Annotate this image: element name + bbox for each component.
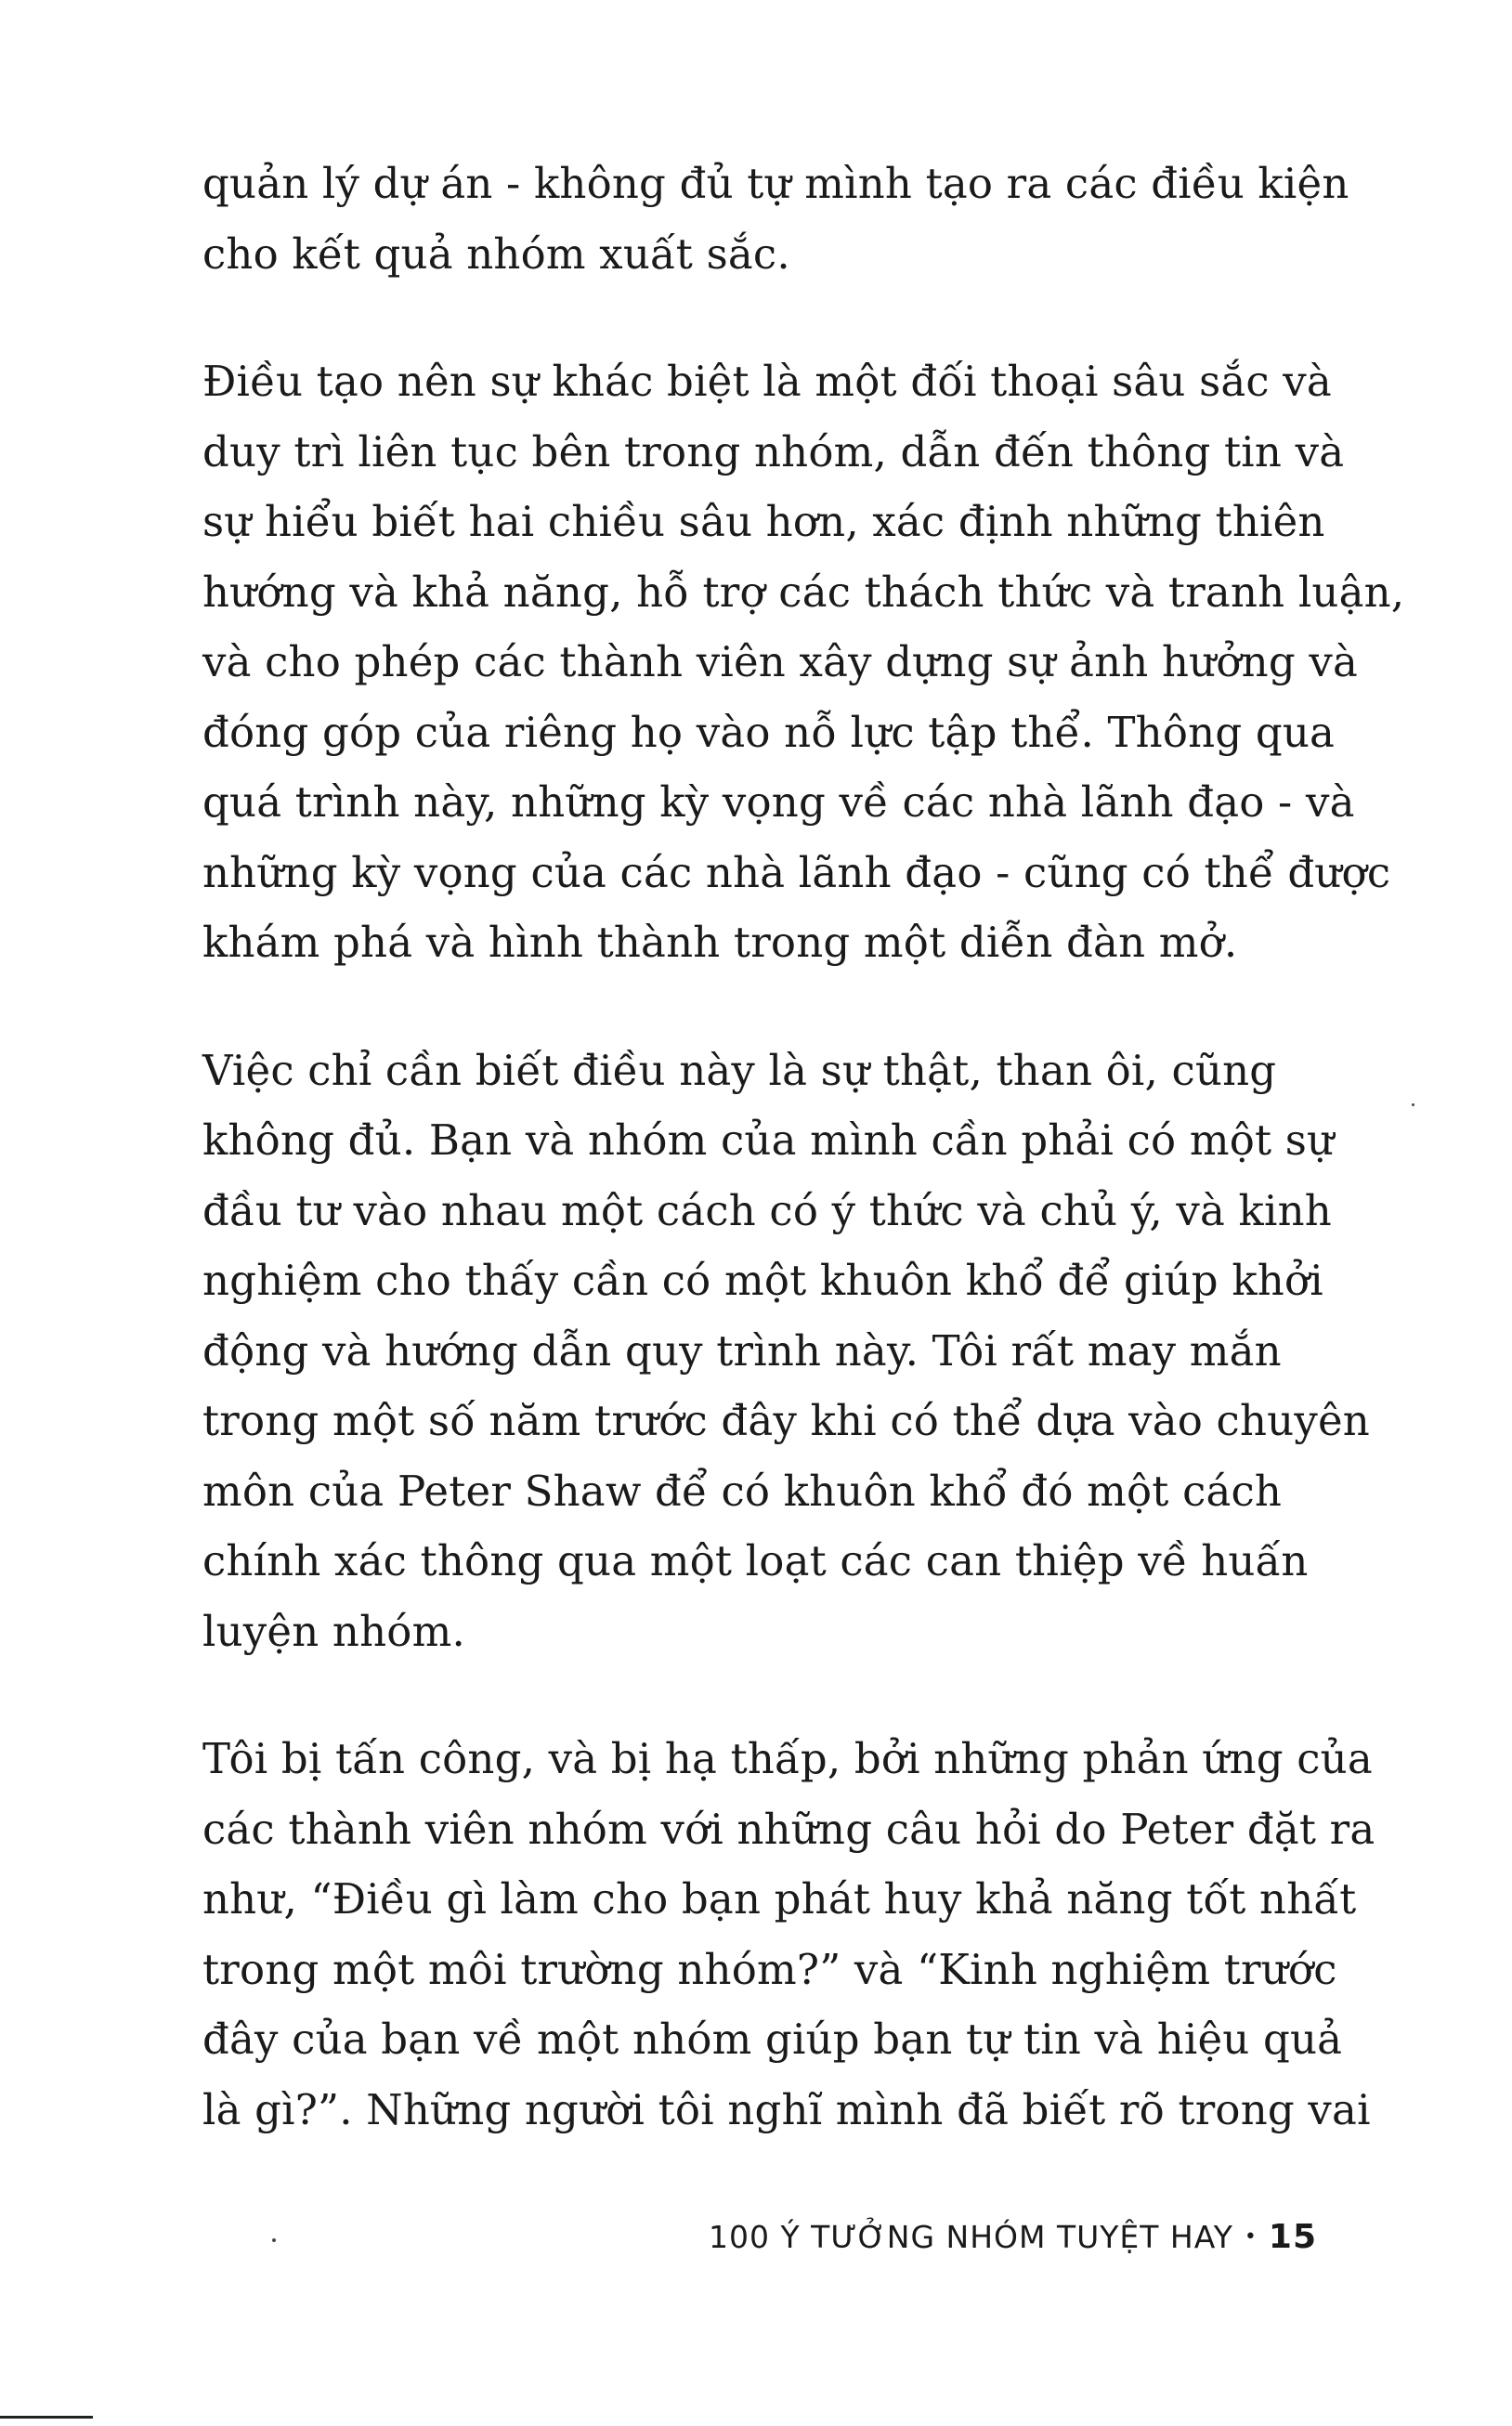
scan-speck (1412, 1103, 1414, 1106)
paragraph-3 (202, 1036, 1370, 1667)
text-line: đóng góp của riêng họ vào nỗ lực tập thể. Thông qua (202, 707, 1336, 757)
text-line: sự hiểu biết hai chiều sâu hơn, xác định những thiên (202, 497, 1325, 546)
paragraph-1 (202, 149, 1349, 289)
text-line: trong một số năm trước đây khi có thể dựa vào chuyên (202, 1396, 1370, 1445)
page-body (202, 149, 1405, 2202)
text-line: quá trình này, những kỳ vọng về các nhà lãnh đạo - và (202, 777, 1355, 827)
text-line: và cho phép các thành viên xây dựng sự ảnh hưởng và (202, 637, 1358, 686)
text-line: quản lý dự án - không đủ tự mình tạo ra các điều kiện (202, 159, 1349, 208)
text-line: như, “Điều gì làm cho bạn phát huy khả năng tốt nhất (202, 1874, 1357, 1924)
bullet-separator: • (1244, 2225, 1258, 2249)
text-line: chính xác thông qua một loạt các can thiệp về huấn (202, 1536, 1309, 1585)
paragraph-4 (202, 1724, 1375, 2145)
text-line: trong một môi trường nhóm?” và “Kinh nghiệm trước (202, 1944, 1337, 1994)
text-line: Việc chỉ cần biết điều này là sự thật, than ôi, cũng (202, 1045, 1277, 1095)
text-line: nghiệm cho thấy cần có một khuôn khổ để giúp khởi (202, 1256, 1323, 1305)
text-line: Tôi bị tấn công, và bị hạ thấp, bởi những phản ứng của (202, 1734, 1373, 1783)
text-line: luyện nhóm. (202, 1606, 465, 1656)
text-line: những kỳ vọng của các nhà lãnh đạo - cũng có thể được (202, 847, 1391, 897)
text-line: Điều tạo nên sự khác biệt là một đối thoại sâu sắc và (202, 357, 1332, 406)
paragraph-2 (202, 346, 1405, 978)
scan-speck (272, 2238, 276, 2242)
running-title: 100 Ý TƯỞNG NHÓM TUYỆT HAY (709, 2219, 1233, 2255)
text-line: duy trì liên tục bên trong nhóm, dẫn đến thông tin và (202, 426, 1345, 476)
text-line: hướng và khả năng, hỗ trợ các thách thức và tranh luận, (202, 567, 1405, 617)
text-line: các thành viên nhóm với những câu hỏi do Peter đặt ra (202, 1804, 1375, 1854)
text-line: động và hướng dẫn quy trình này. Tôi rất may mắn (202, 1325, 1282, 1376)
scan-edge-line (0, 2416, 93, 2419)
page-footer (709, 2218, 1317, 2256)
text-line: là gì?”. Những người tôi nghĩ mình đã biết rõ trong vai (202, 2084, 1371, 2134)
text-line: cho kết quả nhóm xuất sắc. (202, 228, 790, 279)
text-line: môn của Peter Shaw để có khuôn khổ đó một cách (202, 1466, 1283, 1516)
text-line: đầu tư vào nhau một cách có ý thức và chủ ý, và kinh (202, 1185, 1332, 1235)
page-number: 15 (1268, 2218, 1317, 2256)
text-line: đây của bạn về một nhóm giúp bạn tự tin và hiệu quả (202, 2015, 1343, 2064)
text-line: không đủ. Bạn và nhóm của mình cần phải có một sự (202, 1115, 1335, 1165)
text-line: khám phá và hình thành trong một diễn đàn mở. (202, 918, 1238, 967)
